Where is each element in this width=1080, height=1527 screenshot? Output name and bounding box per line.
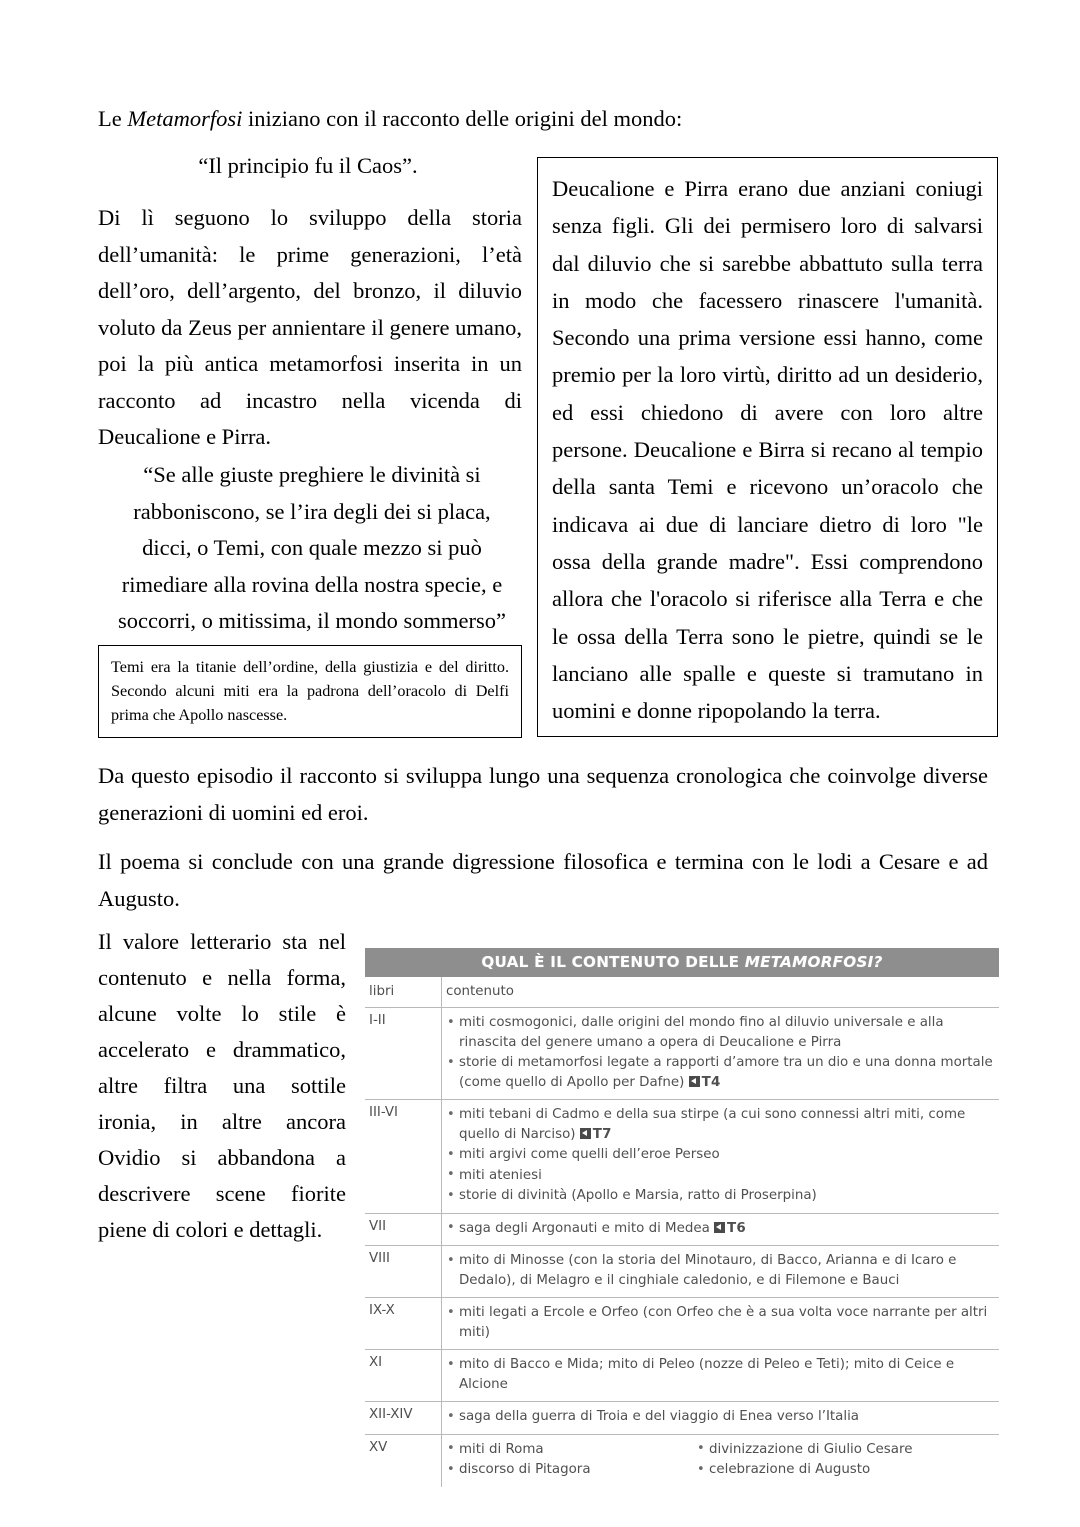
left-column-paragraph: Di lì seguono lo sviluppo della storia dell’umanità: le prime generazioni, l’età dell’oro, dell’argento, del bronzo, il diluvio voluto da Zeus per annientare il genere umano, poi la più antica metamorfosi inserita in un racconto ad incastro nella vicenda di Deucalione e Pirra. bbox=[98, 205, 522, 449]
list-item bbox=[446, 1355, 995, 1394]
bullet-text: celebrazione di Augusto bbox=[709, 1462, 871, 1477]
bullet-text: storie di metamorfosi legate a rapporti d’amore tra un dio e una donna mortale (come quello di Apollo per Dafne) bbox=[459, 1055, 993, 1090]
triangle-left-icon bbox=[714, 1222, 725, 1233]
table-header-libri: libri bbox=[365, 977, 442, 1008]
list-item bbox=[446, 1186, 995, 1206]
row-libri: VII bbox=[365, 1213, 442, 1246]
bullet-text: mito di Bacco e Mida; mito di Peleo (nozze di Peleo e Teti); mito di Ceice e Alcione bbox=[459, 1357, 955, 1392]
table-title-plain: QUAL È IL CONTENUTO DELLE bbox=[481, 953, 745, 971]
row-libri: XI bbox=[365, 1350, 442, 1402]
table-title-italic: METAMORFOSI? bbox=[744, 953, 883, 971]
table-header-row bbox=[365, 977, 999, 1008]
chaos-quote: “Il principio fu il Caos”. bbox=[198, 153, 418, 178]
row-contenuto bbox=[442, 1350, 1000, 1402]
triangle-left-icon bbox=[689, 1076, 700, 1087]
cross-reference-marker bbox=[714, 1221, 746, 1236]
bullet-text: saga degli Argonauti e mito di Medea bbox=[459, 1220, 710, 1236]
list-item bbox=[446, 1407, 995, 1427]
bullet-text: mito di Minosse (con la storia del Minotauro, di Bacco, Arianna e di Icaro e Dedalo), di Melagro e il cinghiale caledonio, e di Filemone e Bauci bbox=[459, 1253, 957, 1288]
bullet-list bbox=[446, 1440, 696, 1480]
intro-title-italic: Metamorfosi bbox=[127, 106, 243, 131]
table-row bbox=[365, 1298, 999, 1350]
bullets-right-column bbox=[696, 1440, 912, 1481]
bullet-list bbox=[446, 1355, 995, 1394]
row-contenuto bbox=[442, 1402, 1000, 1435]
poem-quote bbox=[92, 457, 532, 640]
deucalione-pirra-box: Deucalione e Pirra erano due anziani coniugi senza figli. Gli dei permisero loro di salvarsi dal diluvio che si sarebbe abbattuto sulla terra in modo che facessero rinascere l'umanità. Secondo una prima versione essi hanno, come premio per la loro virtù, diritto ad un desiderio, ed essi chiedono di avere con loro altre persone. Deucalione e Birra si recano al tempio della santa Temi e ricevono un’oracolo che indicava ai due di lanciare dietro di loro "le ossa della grande madre". Essi comprendono allora che l'oracolo si riferisce alla Terra e che le ossa della Terra sono le pietre, quindi se le lanciano alle spalle e queste si tramutano in uomini e donne ripopolando la terra. bbox=[537, 157, 998, 737]
row-contenuto bbox=[442, 1298, 1000, 1350]
row-contenuto bbox=[442, 1008, 1000, 1100]
row-contenuto bbox=[442, 1434, 1000, 1487]
intro-sentence bbox=[98, 103, 988, 134]
list-item bbox=[446, 1105, 995, 1144]
two-column-bullets bbox=[446, 1440, 995, 1481]
poem-line: “Se alle giuste preghiere le divinità si bbox=[143, 462, 481, 487]
marker-label: T6 bbox=[727, 1220, 746, 1236]
metamorfosi-content-table bbox=[365, 948, 999, 1487]
bullet-text: miti di Roma bbox=[459, 1441, 544, 1457]
poem-line: soccorri, o mitissima, il mondo sommerso” bbox=[117, 608, 507, 633]
intro-text-before: Le bbox=[98, 106, 128, 131]
poem-line: rabboniscono, se l’ira degli dei si placa, bbox=[133, 498, 491, 524]
wide-paragraph-2: Il poema si conclude con una grande digressione filosofica e termina con le lodi a Cesare e ad Augusto. bbox=[98, 849, 988, 911]
intro-text-after: iniziano con il racconto delle origini del mondo: bbox=[242, 106, 683, 131]
bullets-left-column bbox=[446, 1440, 696, 1481]
list-item bbox=[446, 1460, 696, 1480]
table-row bbox=[365, 1350, 999, 1402]
row-libri: XII-XIV bbox=[365, 1402, 442, 1435]
table-row bbox=[365, 1100, 999, 1214]
bullet-text: divinizzazione di Giulio Cesare bbox=[709, 1441, 913, 1457]
list-item bbox=[446, 1013, 995, 1052]
row-libri: VIII bbox=[365, 1246, 442, 1298]
bullet-list bbox=[696, 1440, 912, 1480]
cross-reference-marker bbox=[689, 1075, 721, 1090]
bottom-left-paragraph: Il valore letterario sta nel contenuto e nella forma, alcune volte lo stile è accelerato e drammatico, altre filtra una sottile ironia, in altre ancora Ovidio si abbandona a descrivere scene fiorite piene di colori e dettagli. bbox=[98, 929, 346, 1242]
bullet-list bbox=[446, 1219, 995, 1239]
table-row bbox=[365, 1008, 999, 1100]
bullet-list bbox=[446, 1407, 995, 1427]
list-item bbox=[446, 1145, 995, 1165]
list-item bbox=[446, 1251, 995, 1290]
row-libri: XV bbox=[365, 1434, 442, 1487]
triangle-left-icon bbox=[580, 1128, 591, 1139]
row-contenuto bbox=[442, 1213, 1000, 1246]
table-header-contenuto: contenuto bbox=[442, 977, 1000, 1008]
marker-label: T7 bbox=[592, 1126, 612, 1142]
row-contenuto bbox=[442, 1100, 1000, 1214]
temi-note-box: Temi era la titanie dell’ordine, della giustizia e del diritto. Secondo alcuni miti era la padrona dell’oracolo di Delfi prima che Apollo nascesse. bbox=[98, 645, 522, 738]
bullet-list bbox=[446, 1251, 995, 1290]
bullet-text: discorso di Pitagora bbox=[459, 1462, 591, 1477]
row-libri: I-II bbox=[365, 1008, 442, 1100]
table-title-band bbox=[365, 948, 999, 977]
bullet-text: miti cosmogonici, dalle origini del mondo fino al diluvio universale e alla rinascita del genere umano a opera di Deucalione e Pirra bbox=[459, 1015, 944, 1050]
bullet-list bbox=[446, 1105, 995, 1206]
wide-paragraph-1: Da questo episodio il racconto si sviluppa lungo una sequenza cronologica che coinvolge diverse generazioni di uomini ed eroi. bbox=[98, 763, 988, 825]
table-row bbox=[365, 1213, 999, 1246]
list-item bbox=[446, 1440, 696, 1460]
row-libri: III-VI bbox=[365, 1100, 442, 1214]
bullet-text: miti argivi come quelli dell’eroe Perseo bbox=[459, 1147, 720, 1162]
list-item bbox=[696, 1460, 912, 1480]
marker-label: T4 bbox=[701, 1074, 721, 1090]
bullet-text: miti legati a Ercole e Orfeo (con Orfeo che è a sua volta voce narrante per altri miti) bbox=[459, 1305, 988, 1340]
list-item bbox=[446, 1166, 995, 1186]
list-item bbox=[446, 1053, 995, 1092]
row-libri: IX-X bbox=[365, 1298, 442, 1350]
list-item bbox=[446, 1303, 995, 1342]
bullet-list bbox=[446, 1303, 995, 1342]
cross-reference-marker bbox=[580, 1127, 612, 1142]
table-row bbox=[365, 1246, 999, 1298]
row-contenuto bbox=[442, 1246, 1000, 1298]
bullet-list bbox=[446, 1013, 995, 1092]
poem-line: dicci, o Temi, con quale mezzo si può bbox=[142, 535, 482, 560]
list-item bbox=[446, 1219, 995, 1239]
table-row bbox=[365, 1402, 999, 1435]
bullet-text: miti tebani di Cadmo e della sua stirpe (a cui sono connessi altri miti, come quello di Narciso) bbox=[459, 1107, 966, 1142]
bullet-text: miti ateniesi bbox=[459, 1167, 542, 1183]
list-item bbox=[696, 1440, 912, 1460]
poem-line: rimediare alla rovina della nostra specie, e bbox=[121, 571, 503, 597]
table-body bbox=[365, 977, 999, 1487]
bullet-text: saga della guerra di Troia e del viaggio di Enea verso l’Italia bbox=[459, 1409, 859, 1424]
table-row bbox=[365, 1434, 999, 1487]
bullet-text: storie di divinità (Apollo e Marsia, ratto di Proserpina) bbox=[459, 1188, 817, 1203]
